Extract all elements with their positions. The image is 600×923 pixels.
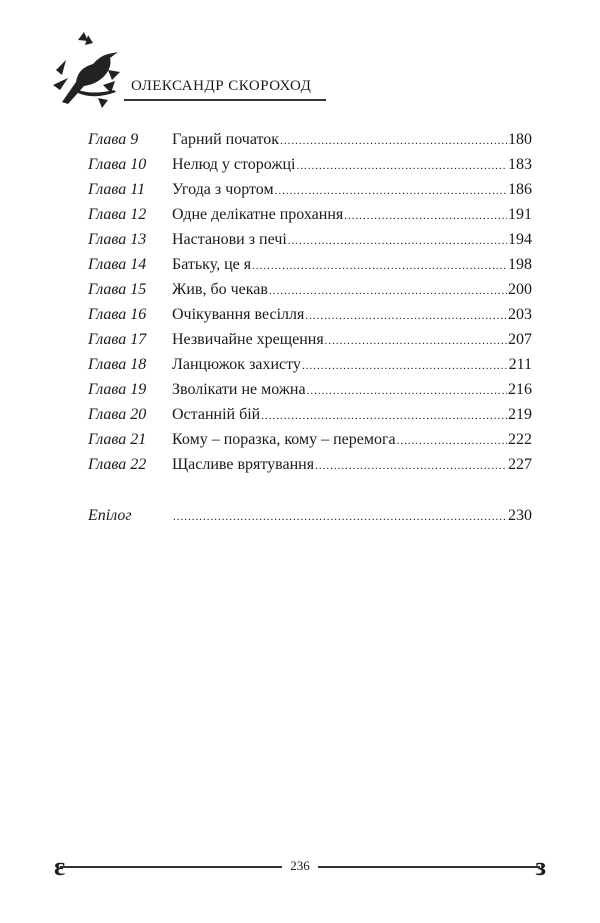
page-ref: 230	[508, 507, 532, 524]
page-ref: 194	[508, 231, 532, 248]
toc-entry	[88, 131, 532, 156]
toc-entry	[88, 281, 532, 306]
chapter-label: Глава 12	[88, 206, 147, 223]
chapter-label: Глава 20	[88, 406, 147, 423]
toc-entry	[88, 507, 532, 532]
page-ref: 186	[508, 181, 532, 198]
bird-logo-icon	[48, 30, 128, 108]
page-ref: 180	[508, 131, 532, 148]
chapter-label: Глава 15	[88, 281, 147, 298]
toc-entry	[88, 181, 532, 206]
dot-leader	[307, 385, 507, 397]
page-ref: 198	[508, 256, 532, 273]
dot-leader	[315, 460, 507, 472]
chapter-title: Незвичайне хрещення	[172, 331, 324, 348]
chapter-label: Глава 18	[88, 356, 147, 373]
chapter-label: Епілог	[88, 507, 132, 524]
chapter-title: Угода з чортом	[172, 181, 274, 198]
toc-entry	[88, 231, 532, 256]
page-ref: 219	[508, 406, 532, 423]
author-name: ОЛЕКСАНДР СКОРОХОД	[131, 78, 312, 94]
chapter-title: Зволікати не можна	[172, 381, 306, 398]
page-number: 236	[282, 858, 318, 873]
toc-entry	[88, 306, 532, 331]
toc-entry	[88, 206, 532, 231]
chapter-label: Глава 14	[88, 256, 147, 273]
header-rule	[124, 99, 326, 101]
chapter-label: Глава 19	[88, 381, 147, 398]
dot-leader	[397, 435, 507, 447]
dot-leader	[305, 310, 507, 322]
left-flourish-icon: ɛ	[54, 852, 66, 881]
dot-leader	[261, 410, 507, 422]
page-ref: 207	[508, 331, 532, 348]
chapter-title: Жив, бо чекав	[172, 281, 268, 298]
page-ref: 211	[508, 356, 532, 373]
chapter-title: Очікування весілля	[172, 306, 305, 323]
dot-leader	[280, 135, 507, 147]
page-ref: 216	[508, 381, 532, 398]
chapter-label: Глава 11	[88, 181, 146, 198]
chapter-title: Щасливе врятування	[172, 456, 315, 473]
toc-entry	[88, 431, 532, 456]
dot-leader	[269, 285, 507, 297]
dot-leader	[296, 160, 507, 172]
page-ref: 200	[508, 281, 532, 298]
toc-entry	[88, 156, 532, 181]
toc-entry	[88, 381, 532, 406]
dot-leader	[252, 260, 507, 272]
toc-entry	[88, 456, 532, 481]
chapter-label: Глава 10	[88, 156, 147, 173]
chapter-label: Глава 9	[88, 131, 139, 148]
dot-leader	[275, 185, 507, 197]
page-footer	[48, 852, 552, 882]
chapter-label: Глава 22	[88, 456, 147, 473]
chapter-title: Кому – поразка, кому – перемога	[172, 431, 396, 448]
toc-entry	[88, 256, 532, 281]
chapter-title: Настанови з печі	[172, 231, 287, 248]
toc-entry	[88, 331, 532, 356]
right-flourish-icon: з	[535, 852, 546, 881]
dot-leader	[302, 360, 508, 372]
chapter-label: Глава 13	[88, 231, 147, 248]
page-ref: 191	[508, 206, 532, 223]
chapter-label: Глава 17	[88, 331, 147, 348]
dot-leader	[344, 210, 507, 222]
toc-entry	[88, 406, 532, 431]
page-ref: 227	[508, 456, 532, 473]
table-of-contents	[88, 131, 532, 532]
page-ref: 203	[508, 306, 532, 323]
chapter-label: Глава 16	[88, 306, 147, 323]
page-ref: 183	[508, 156, 532, 173]
dot-leader	[288, 235, 507, 247]
dot-leader	[325, 335, 507, 347]
chapter-title: Батьку, це я	[172, 256, 252, 273]
dot-leader	[173, 511, 507, 523]
chapter-title: Ланцюжок захисту	[172, 356, 301, 373]
toc-entry	[88, 356, 532, 381]
chapter-title: Нелюд у сторожці	[172, 156, 296, 173]
chapter-title: Останній бій	[172, 406, 261, 423]
chapter-title: Гарний початок	[172, 131, 280, 148]
chapter-title: Одне делікатне прохання	[172, 206, 344, 223]
chapter-label: Глава 21	[88, 431, 147, 448]
page-ref: 222	[508, 431, 532, 448]
